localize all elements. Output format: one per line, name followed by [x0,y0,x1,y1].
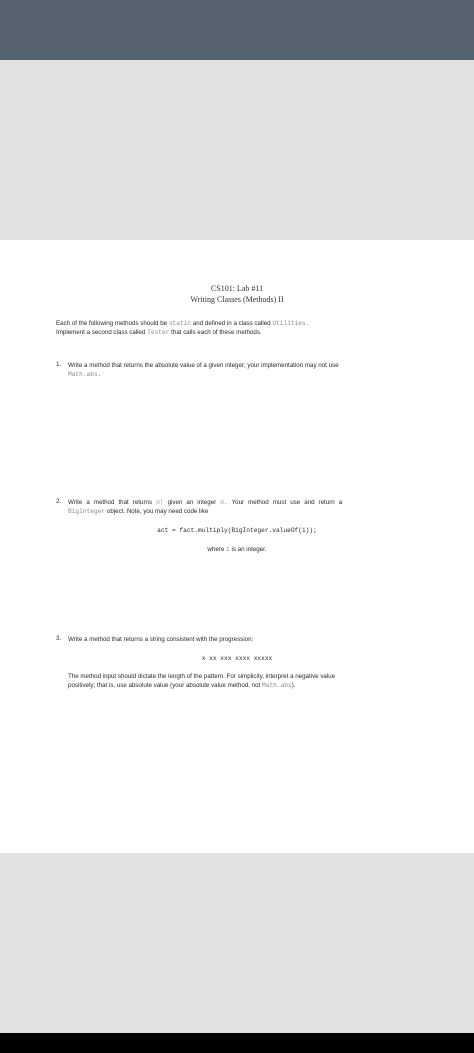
intro-text-4: that calls each of these methods. [171,329,262,336]
top-toolbar [0,0,474,60]
q2-code-biginteger: BigInteger [68,508,106,515]
q3-code-mathabs: Math.abs [262,682,292,689]
bottom-bar [0,1033,474,1053]
q2-text-1: Write a method that returns [68,499,153,506]
q2-text-4: object. Note, you may need code like [106,508,209,515]
intro-code-tester: Tester [147,329,170,336]
q3-paragraph-line-1: The method input should dictate the length of the pattern. For simplicity, interpret a negative value [68,673,336,680]
q1-line-1: Write a method that returns the absolute value of a given integer; your implementation may not use [68,362,339,369]
q3-line-1: Write a method that returns a string consistent with the progression: [68,636,254,643]
intro-text-3: Implement a second class called [56,329,146,336]
q2-where-text-1: where [207,546,225,553]
intro-text-1: Each of the following methods should be [56,320,168,327]
q2-line-2 [68,507,208,516]
q3-paragraph-line-2 [68,681,296,690]
intro-line-2 [56,328,262,337]
q2-code-nfact: n! [156,499,164,506]
intro-text-2: and defined in a class called [192,320,271,327]
q2-code-line: act = fact.multiply(BigInteger.valueOf(i)); [157,527,317,534]
q3-text-1: positively; that is, use absolute value (your absolute value method, not [68,682,261,689]
q1-code: Math.abs. [68,371,102,378]
q2-text-3: Your method must use and return a [231,499,343,506]
q2-text-2: given an integer [167,499,217,506]
viewer-background-top [0,60,474,240]
page-subtitle: Writing Classes (Methods) II [190,295,284,304]
intro-line-1 [56,319,309,328]
intro-code-static: static [168,320,192,327]
q3-pattern: x xx xxx xxxx xxxxx [201,655,273,662]
q3-number: 3. [56,635,62,642]
document-page [0,240,474,853]
q2-code-n: n. [220,499,228,506]
q2-where-text-2: is an integer. [231,546,267,553]
q2-number: 2. [56,498,62,505]
page-title: CS101: Lab #11 [210,284,264,293]
q2-code-i: i [226,546,230,553]
q1-number: 1. [56,361,62,368]
intro-code-utilities: Utilities. [272,320,310,327]
q3-text-2: ). [291,682,296,689]
q2-line-1 [68,498,342,507]
q2-where-line [0,545,474,554]
viewer-background-bottom [0,853,474,1033]
